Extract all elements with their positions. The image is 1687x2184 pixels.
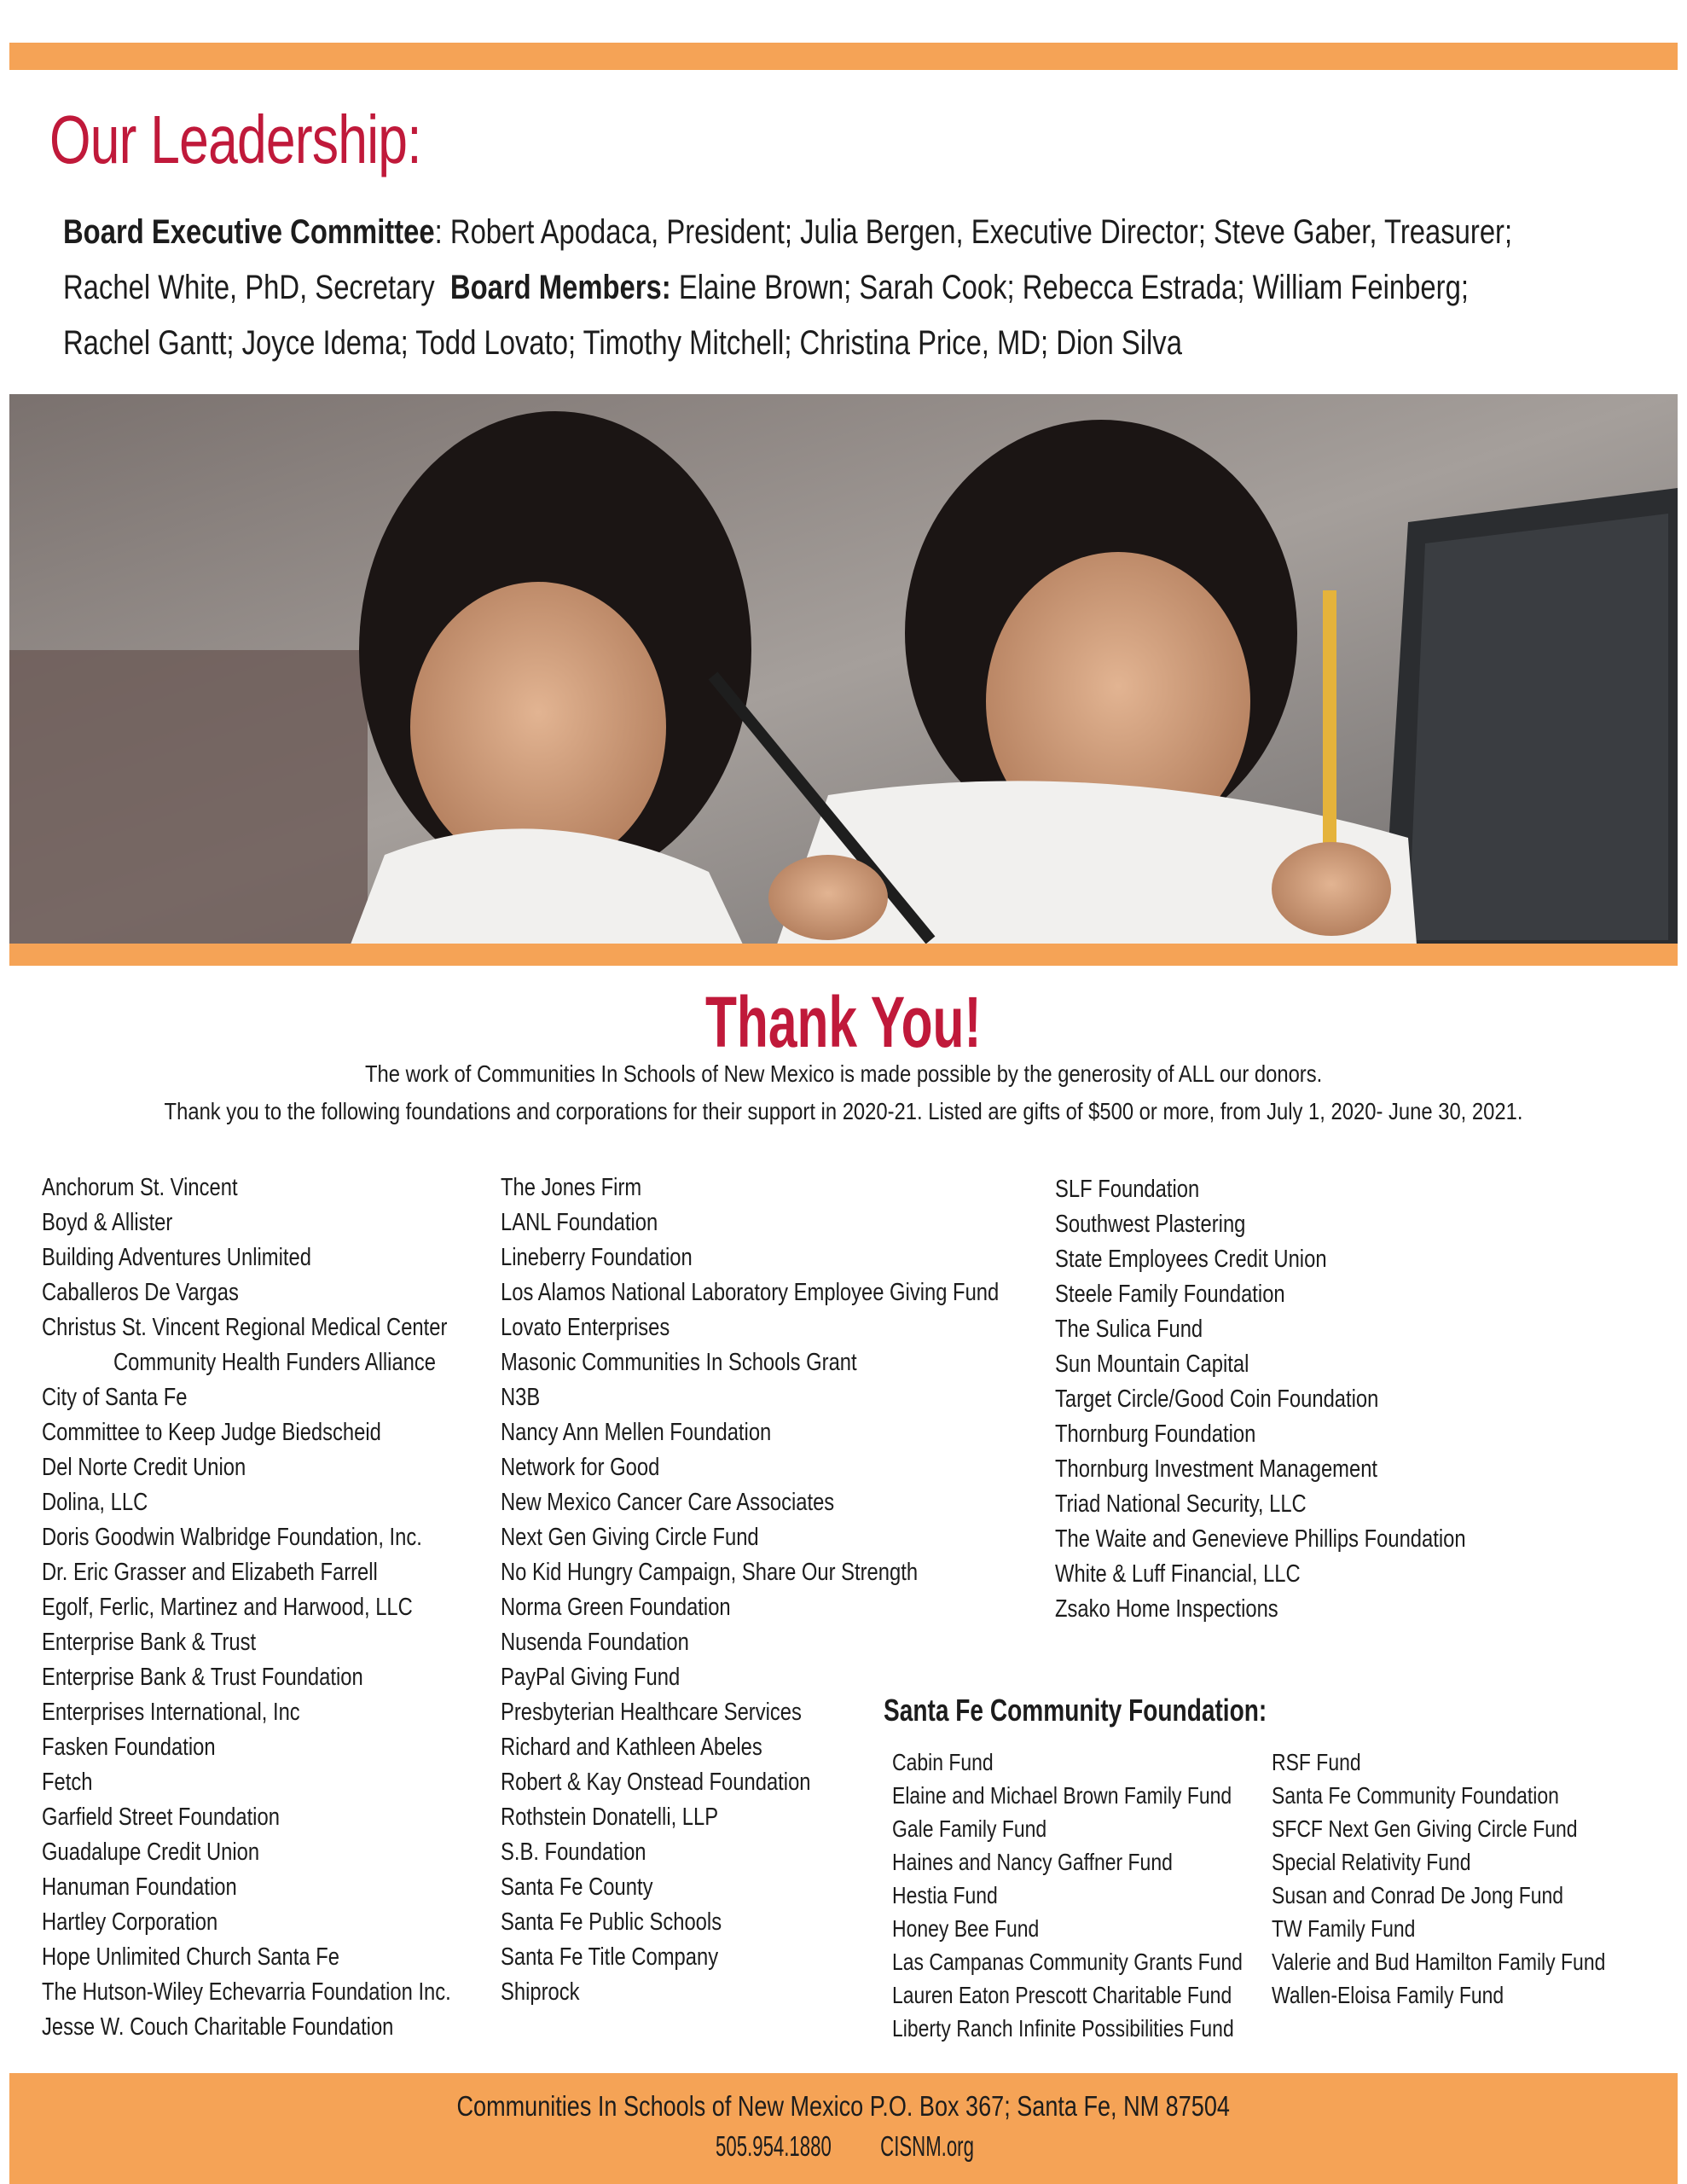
exec-committee-label: Board Executive Committee	[63, 213, 435, 251]
list-item: Del Norte Credit Union	[42, 1454, 246, 1481]
list-item: Valerie and Bud Hamilton Family Fund	[1272, 1949, 1606, 1975]
list-item: Target Circle/Good Coin Foundation	[1055, 1385, 1379, 1413]
list-item: Jesse W. Couch Charitable Foundation	[42, 2013, 394, 2041]
list-item: Santa Fe Community Foundation	[1272, 1782, 1559, 1809]
list-item: Thornburg Investment Management	[1055, 1455, 1378, 1483]
list-item: Honey Bee Fund	[892, 1915, 1040, 1942]
list-item: Enterprises International, Inc	[42, 1699, 300, 1726]
list-item: Hartley Corporation	[42, 1908, 218, 1936]
list-item: Dolina, LLC	[42, 1489, 148, 1516]
donor-column-3	[1055, 1172, 1556, 1627]
intro-line-1: The work of Communities In Schools of New Mexico is made possible by the generosity of ALL our donors.	[364, 1060, 1323, 1087]
footer-website: CISNM.org	[879, 2130, 974, 2162]
list-item: Hestia Fund	[892, 1882, 998, 1908]
list-item: Fasken Foundation	[42, 1734, 216, 1761]
sfcf-column-2	[1272, 1745, 1678, 2012]
board-members-label: Board Members:	[449, 269, 671, 306]
photo-orange-band	[9, 944, 1678, 966]
list-item: State Employees Credit Union	[1055, 1246, 1327, 1273]
list-item: Las Campanas Community Grants Fund	[892, 1949, 1243, 1975]
list-item: The Hutson-Wiley Echevarria Foundation Inc.	[42, 1978, 451, 2006]
leadership-line-1	[63, 205, 1602, 260]
list-item: Sun Mountain Capital	[1055, 1350, 1249, 1378]
list-item: Santa Fe Public Schools	[501, 1908, 722, 1936]
footer-address: Communities In Schools of New Mexico P.O. Box 367; Santa Fe, NM 87504	[456, 2090, 1231, 2122]
list-item: Doris Goodwin Walbridge Foundation, Inc.	[42, 1524, 422, 1551]
list-item: Christus St. Vincent Regional Medical Center	[42, 1314, 448, 1341]
list-item: The Sulica Fund	[1055, 1316, 1203, 1343]
list-item: Lovato Enterprises	[501, 1314, 670, 1341]
list-item: Masonic Communities In Schools Grant	[501, 1349, 857, 1376]
list-item: Wallen-Eloisa Family Fund	[1272, 1982, 1504, 2008]
list-item: N3B	[501, 1384, 541, 1411]
list-item: Gale Family Fund	[892, 1815, 1047, 1842]
list-item: LANL Foundation	[501, 1209, 658, 1236]
list-item: PayPal Giving Fund	[501, 1664, 681, 1691]
list-item: New Mexico Cancer Care Associates	[501, 1489, 835, 1516]
list-item: Haines and Nancy Gaffner Fund	[892, 1849, 1173, 1875]
list-item: Committee to Keep Judge Biedscheid	[42, 1419, 381, 1446]
list-item: Building Adventures Unlimited	[42, 1244, 311, 1271]
list-item: The Jones Firm	[501, 1174, 642, 1201]
list-item: No Kid Hungry Campaign, Share Our Strength	[501, 1559, 919, 1586]
photo-children-studying	[9, 394, 1678, 944]
list-item: Enterprise Bank & Trust	[42, 1629, 257, 1656]
board-members-list-cont: Rachel Gantt; Joyce Idema; Todd Lovato; Timothy Mitchell; Christina Price, MD; Dion Silva	[63, 324, 1182, 362]
list-item: Anchorum St. Vincent	[42, 1174, 238, 1201]
intro-line-2: Thank you to the following foundations and corporations for their support in 2020-21. Listed are gifts of $500 or more, from July 1, 2020- June 30, 2021.	[164, 1098, 1523, 1124]
list-item: Hope Unlimited Church Santa Fe	[42, 1943, 339, 1971]
footer-phone: 505.954.1880	[716, 2130, 832, 2162]
list-item: Caballeros De Vargas	[42, 1279, 239, 1306]
list-item: Egolf, Ferlic, Martinez and Harwood, LLC	[42, 1594, 413, 1621]
list-item: Community Health Funders Alliance	[113, 1349, 437, 1376]
leadership-line-3	[63, 316, 1602, 371]
list-item: Guadalupe Credit Union	[42, 1838, 260, 1866]
board-members-list: Elaine Brown; Sarah Cook; Rebecca Estrada; William Feinberg;	[670, 269, 1469, 306]
sfcf-column-1	[892, 1745, 1319, 2045]
list-item: Steele Family Foundation	[1055, 1281, 1285, 1308]
sfcf-heading: Santa Fe Community Foundation:	[884, 1693, 1267, 1728]
list-item: Richard and Kathleen Abeles	[501, 1734, 762, 1761]
list-item: SFCF Next Gen Giving Circle Fund	[1272, 1815, 1578, 1842]
exec-committee-members-cont: Rachel White, PhD, Secretary	[63, 269, 435, 306]
list-item: Nancy Ann Mellen Foundation	[501, 1419, 772, 1446]
list-item: Robert & Kay Onstead Foundation	[501, 1769, 811, 1796]
list-item: City of Santa Fe	[42, 1384, 188, 1411]
list-item: Santa Fe Title Company	[501, 1943, 719, 1971]
list-item: Santa Fe County	[501, 1873, 653, 1901]
list-item: Zsako Home Inspections	[1055, 1595, 1278, 1623]
list-item: Presbyterian Healthcare Services	[501, 1699, 802, 1726]
list-item: TW Family Fund	[1272, 1915, 1416, 1942]
leadership-line-2	[63, 260, 1602, 316]
list-item: Rothstein Donatelli, LLP	[501, 1804, 719, 1831]
leadership-paragraph	[63, 205, 1602, 371]
list-item: Shiprock	[501, 1978, 580, 2006]
donor-column-1	[42, 1170, 541, 2045]
list-item: Special Relativity Fund	[1272, 1849, 1471, 1875]
list-item: Lineberry Foundation	[501, 1244, 693, 1271]
page-title: Our Leadership:	[49, 102, 421, 177]
list-item: Cabin Fund	[892, 1749, 994, 1775]
list-item: Dr. Eric Grasser and Elizabeth Farrell	[42, 1559, 378, 1586]
list-item: Garfield Street Foundation	[42, 1804, 280, 1831]
list-item: Enterprise Bank & Trust Foundation	[42, 1664, 363, 1691]
list-item: Next Gen Giving Circle Fund	[501, 1524, 759, 1551]
list-item: SLF Foundation	[1055, 1176, 1200, 1203]
list-item: RSF Fund	[1272, 1749, 1361, 1775]
list-item: Southwest Plastering	[1055, 1211, 1246, 1238]
list-item: White & Luff Financial, LLC	[1055, 1560, 1301, 1588]
list-item: Liberty Ranch Infinite Possibilities Fund	[892, 2015, 1234, 2042]
list-item: Elaine and Michael Brown Family Fund	[892, 1782, 1232, 1809]
footer-contact	[0, 2130, 1687, 2163]
list-item: S.B. Foundation	[501, 1838, 646, 1866]
exec-committee-members: : Robert Apodaca, President; Julia Bergen, Executive Director; Steve Gaber, Treasurer;	[434, 213, 1513, 251]
list-item: Thornburg Foundation	[1055, 1420, 1256, 1448]
list-item: Fetch	[42, 1769, 93, 1796]
top-orange-band	[9, 43, 1678, 70]
list-item: Boyd & Allister	[42, 1209, 173, 1236]
thank-you-heading: Thank You!	[705, 982, 982, 1062]
list-item: Lauren Eaton Prescott Charitable Fund	[892, 1982, 1232, 2008]
list-item: Susan and Conrad De Jong Fund	[1272, 1882, 1564, 1908]
list-item: Nusenda Foundation	[501, 1629, 689, 1656]
list-item: Norma Green Foundation	[501, 1594, 731, 1621]
list-item: Hanuman Foundation	[42, 1873, 237, 1901]
list-item: Network for Good	[501, 1454, 660, 1481]
list-item: The Waite and Genevieve Phillips Foundation	[1055, 1525, 1466, 1553]
list-item: Triad National Security, LLC	[1055, 1490, 1307, 1518]
list-item: Los Alamos National Laboratory Employee Giving Fund	[501, 1279, 1000, 1306]
